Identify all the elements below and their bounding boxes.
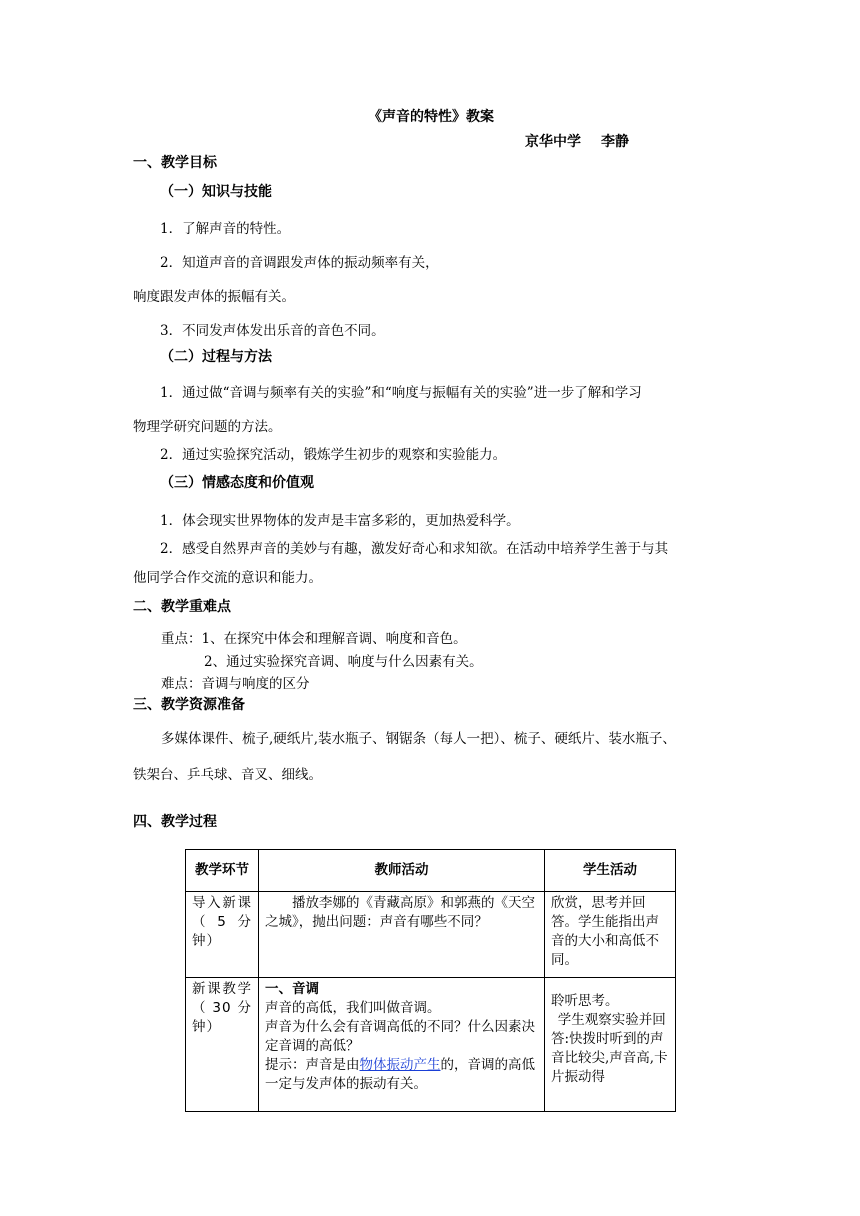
- stage-intro: 导入新课（5分钟）: [186, 892, 259, 978]
- paragraph-line: 铁架台、乒乓球、音叉、细线。: [133, 767, 322, 783]
- section-heading-process: 四、教学过程: [133, 814, 217, 830]
- section-heading-objectives: 一、教学目标: [133, 155, 217, 171]
- author-line: [525, 131, 629, 151]
- paragraph-line: 响度跟发声体的振幅有关。: [133, 289, 295, 305]
- paragraph-line: 1．体会现实世界物体的发声是丰富多彩的，更加热爱科学。: [160, 513, 520, 529]
- paragraph-line: 多媒体课件、梳子,硬纸片,装水瓶子、钢锯条（每人一把）、梳子、硬纸片、装水瓶子、: [161, 731, 676, 747]
- paragraph-line: 1．了解声音的特性。: [160, 221, 291, 237]
- student-activity-new-lesson: [545, 978, 676, 1112]
- school-name: 京华中学: [525, 134, 581, 150]
- student-line: 聆听思考。: [551, 993, 619, 1009]
- section-heading-resources: 三、教学资源准备: [133, 697, 245, 713]
- paragraph-line: 2．知道声音的音调跟发声体的振动频率有关，: [160, 255, 439, 271]
- header-student: 学生活动: [545, 850, 676, 892]
- teacher-activity-new-lesson: [259, 978, 545, 1112]
- lesson-process-table: [185, 849, 676, 1112]
- teacher-line: 声音的高低，我们叫做音调。: [265, 1000, 441, 1016]
- teacher-hint: [265, 1056, 538, 1094]
- stage-new-lesson: 新课教学（30分钟）: [186, 978, 259, 1112]
- subheading-knowledge: （一）知识与技能: [160, 184, 272, 200]
- student-line: 学生观察实验并回答:快拨时听到的声音比较尖,声音高,卡片振动得: [551, 1012, 668, 1085]
- section-heading-key-points: 二、教学重难点: [133, 599, 231, 615]
- header-stage: 教学环节: [186, 850, 259, 892]
- teacher-line: 声音为什么会有音调高低的不同？什么因素决定音调的高低？: [265, 1019, 535, 1054]
- subheading-process: （二）过程与方法: [160, 349, 272, 365]
- paragraph-line: 2．感受自然界声音的美妙与有趣，激发好奇心和求知欲。在活动中培养学生善于与其: [160, 541, 669, 557]
- student-activity-intro: 欣赏，思考并回答。学生能指出声音的大小和高低不同。: [545, 892, 676, 978]
- hint-link[interactable]: 物体振动产生: [359, 1057, 441, 1073]
- hint-prefix: 提示：声音是由: [265, 1057, 360, 1073]
- document-title: 《声音的特性》教案: [368, 109, 494, 125]
- teacher-subheading-pitch: 一、音调: [265, 981, 319, 997]
- paragraph-line: 重点：1、在探究中体会和理解音调、响度和音色。: [161, 631, 467, 647]
- table-header-row: [186, 850, 676, 892]
- paragraph-line: 3．不同发声体发出乐音的音色不同。: [160, 323, 385, 339]
- paragraph-line: 物理学研究问题的方法。: [133, 419, 282, 435]
- subheading-attitude: （三）情感态度和价值观: [160, 475, 314, 491]
- paragraph-line: 2．通过实验探究活动，锻炼学生初步的观察和实验能力。: [160, 447, 507, 463]
- teacher-activity-intro: 播放李娜的《青藏高原》和郭燕的《天空之城》，抛出问题：声音有哪些不同？: [259, 892, 545, 978]
- header-teacher: 教师活动: [259, 850, 545, 892]
- paragraph-line: 2、通过实验探究音调、响度与什么因素有关。: [204, 654, 483, 670]
- paragraph-line: 他同学合作交流的意识和能力。: [133, 570, 322, 586]
- paragraph-line: 1．通过做“音调与频率有关的实验”和“响度与振幅有关的实验”进一步了解和学习: [160, 385, 642, 401]
- table-row: [186, 978, 676, 1112]
- author-name: 李静: [601, 134, 629, 150]
- paragraph-line: 难点：音调与响度的区分: [161, 676, 310, 692]
- hint-suffix: 的，音调的高低一定与发声体的振动有关。: [265, 1057, 535, 1092]
- table-row: [186, 892, 676, 978]
